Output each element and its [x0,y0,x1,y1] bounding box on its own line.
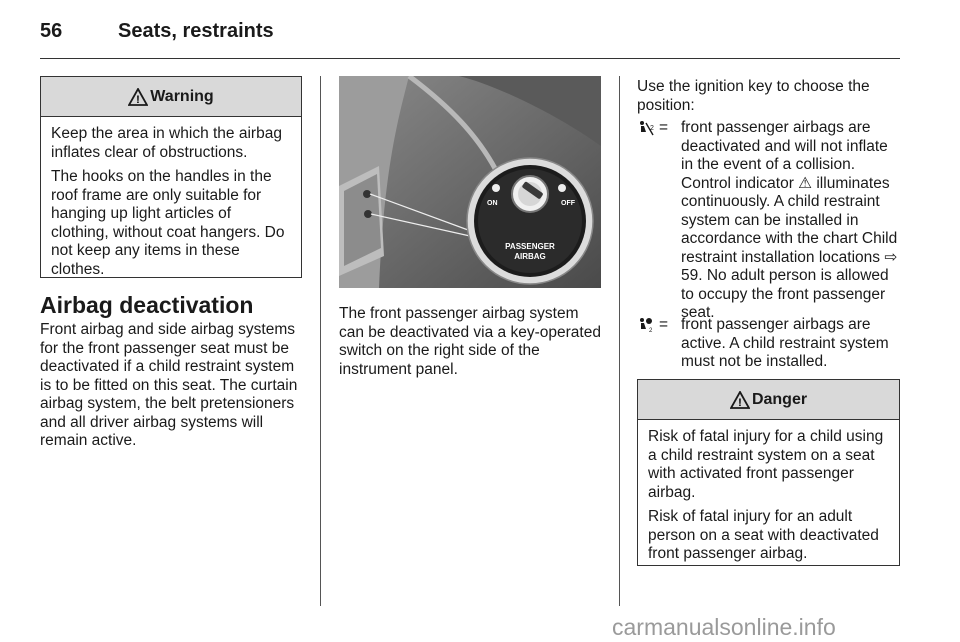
switch-on-label: ON [487,200,498,207]
svg-text:2: 2 [649,328,653,334]
definition-equals: = [659,119,669,136]
definition-text: front passenger airbags are active. A child restraint system must not be installed. [681,316,889,370]
warning-title: Warning [150,87,214,105]
definition-equals: = [659,316,669,333]
definition-text: front passenger airbags are deactivated and will not inflate in the event of a collision. Control indicator ⚠ illuminates continuously. A child restraint system can be installed in accordance with the chart Child restraint installation locations ⇨ 59. No adult person is allowed to occupy the front passenger seat. [681,119,898,321]
airbag-switch-photo [339,76,601,288]
column-divider-right [619,76,620,606]
position-intro: Use the ignition key to choose the position: [637,78,870,114]
definition-airbag-on [637,316,901,374]
column-divider-left [320,76,321,606]
section-title: Seats, restraints [118,20,274,42]
switch-off-label: OFF [561,200,575,207]
svg-text:2: 2 [650,125,654,132]
airbag-switch-illustration [339,76,601,288]
page-number: 56 [40,20,63,42]
switch-label-passenger: PASSENGER [505,242,555,251]
airbag-on-icon [637,316,657,340]
airbag-deactivation-heading: Airbag deactivation [40,292,254,318]
warning-box [40,76,302,278]
header-divider [40,58,900,59]
warning-triangle-icon [128,88,148,106]
danger-title: Danger [751,390,808,408]
figure-caption: The front passenger airbag system can be deactivated via a key-operated switch on the right side of the instrument panel. [339,305,601,378]
svg-text:!: ! [738,396,742,409]
watermark: carmanualsonline.info [612,614,836,640]
svg-text:!: ! [136,93,141,106]
danger-paragraph-2: Risk of fatal injury for an adult person on a seat with deactivated front passenger airbag. [648,508,879,562]
danger-paragraph-1: Risk of fatal injury for a child using a child restraint system on a seat with activated front passenger airbag. [648,428,884,501]
airbag-off-icon [637,119,657,143]
danger-box [637,379,900,566]
page-header [40,20,900,60]
warning-paragraph-1: Keep the area in which the airbag inflates clear of obstructions. [51,125,282,161]
definition-airbag-off [637,119,901,329]
airbag-deactivation-body: Front airbag and side airbag systems for the front passenger seat must be deactivated if a child restraint system is to be fitted on this seat. The curtain airbag system, the belt pretensioners and all driver airbag systems will remain active. [40,321,298,449]
warning-paragraph-2: The hooks on the handles in the roof frame are only suitable for hanging up light articles of clothing, without coat hangers. Do not keep any items in these clothes. [51,168,285,278]
warning-header [41,77,301,117]
danger-header [638,380,899,420]
switch-label-airbag: AIRBAG [514,252,546,261]
warning-triangle-icon [730,391,750,409]
